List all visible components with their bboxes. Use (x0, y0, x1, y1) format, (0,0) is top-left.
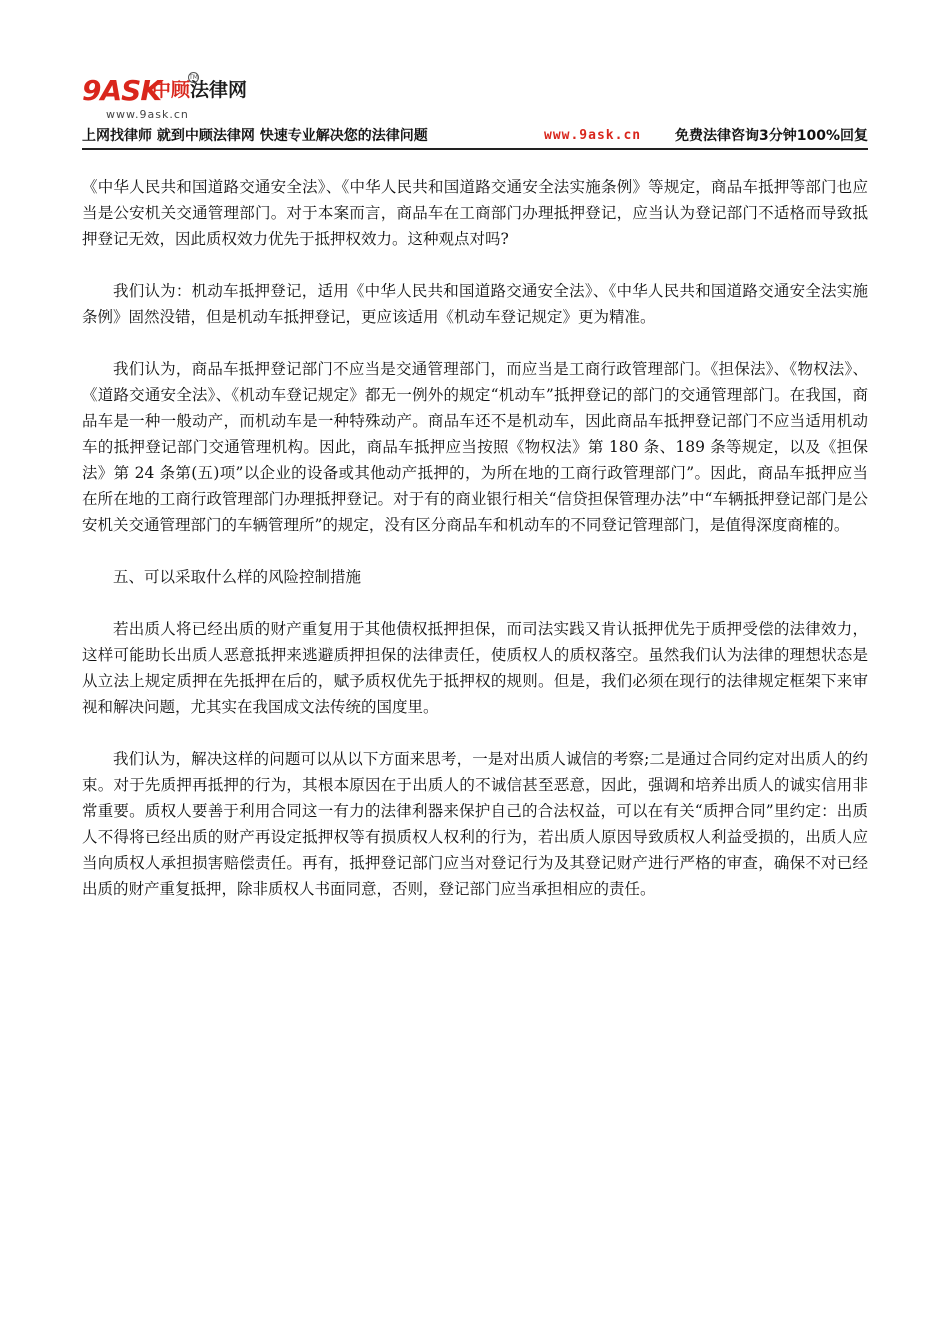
document-body (82, 174, 868, 928)
paragraph-3: 我们认为，商品车抵押登记部门不应当是交通管理部门，而应当是工商行政管理部门。《担保法》、《物权法》、《道路交通安全法》、《机动车登记规定》都无一例外的规定“机动车”抵押登记的部门的交通管理部门。在我国，商品车是一种一般动产，而机动车是一种特殊动产。商品车还不是机动车，因此商品车抵押登记部门不应当适用机动车的抵押登记部门交通管理机构。因此，商品车抵押应当按照《物权法》第 180 条、189 条等规定，以及《担保法》第 24 条第(五)项”以企业的设备或其他动产抵押的，为所在地的工商行政管理部门”。因此，商品车抵押应当在所在地的工商行政管理部门办理抵押登记。对于有的商业银行相关“信贷担保管理办法”中“车辆抵押登记部门是公安机关交通管理部门的车辆管理所”的规定，没有区分商品车和机动车的不同登记管理部门，是值得深度商榷的。 (82, 360, 868, 534)
site-logo[interactable] (82, 72, 342, 122)
page-header (82, 72, 868, 150)
paragraph-5: 我们认为，解决这样的问题可以从以下方面来思考，一是对出质人诚信的考察;二是通过合同约定对出质人的约束。对于先质押再抵押的行为，其根本原因在于出质人的不诚信甚至恶意，因此，强调和培养出质人的诚实信用非常重要。质权人要善于利用合同这一有力的法律利器来保护自己的合法权益，可以在有关“质押合同”里约定：出质人不得将已经出质的财产再设定抵押权等有损质权人权利的行为，若出质人原因导致质权人利益受损的，出质人应当向质权人承担损害赔偿责任。再有，抵押登记部门应当对登记行为及其登记财产进行严格的审查，确保不对已经出质的财产重复抵押，除非质权人书面同意，否则，登记部门应当承担相应的责任。 (82, 750, 868, 898)
paragraph-1: 《中华人民共和国道路交通安全法》、《中华人民共和国道路交通安全法实施条例》等规定，商品车抵押等部门也应当是公安机关交通管理部门。对于本案而言，商品车在工商部门办理抵押登记，应当认为登记部门不适格而导致抵押登记无效，因此质权效力优先于抵押权效力。这种观点对吗? (82, 178, 868, 248)
tagline-consult: 免费法律咨询3分钟100%回复 (675, 128, 868, 144)
tagline-site-link[interactable]: www.9ask.cn (544, 128, 642, 143)
trademark-icon: TM (189, 74, 198, 81)
tagline-slogan: 上网找律师 就到中顾法律网 快速专业解决您的法律问题 (82, 128, 428, 144)
logo-name-b: 法律网 (190, 79, 248, 101)
section-heading-5: 五、可以采取什么样的风险控制措施 (113, 568, 362, 586)
logo-url: www.9ask.cn (106, 108, 189, 121)
paragraph-2: 我们认为：机动车抵押登记，适用《中华人民共和国道路交通安全法》、《中华人民共和国道路交通安全法实施条例》固然没错，但是机动车抵押登记，更应该适用《机动车登记规定》更为精准。 (82, 282, 868, 326)
logo-name (152, 78, 247, 102)
logo-name-a: 中顾 (152, 79, 191, 101)
paragraph-4: 若出质人将已经出质的财产重复用于其他债权抵押担保，而司法实践又肯认抵押优先于质押受偿的法律效力，这样可能助长出质人恶意抵押来逃避质押担保的法律责任，使质权人的质权落空。虽然我们认为法律的理想状态是从立法上规定质押在先抵押在后的，赋予质权优先于抵押权的规则。但是，我们必须在现行的法律规定框架下来审视和解决问题，尤其实在我国成文法传统的国度里。 (82, 620, 868, 716)
logo-mark: 9ASK (82, 74, 162, 107)
tagline-bar (82, 126, 868, 150)
